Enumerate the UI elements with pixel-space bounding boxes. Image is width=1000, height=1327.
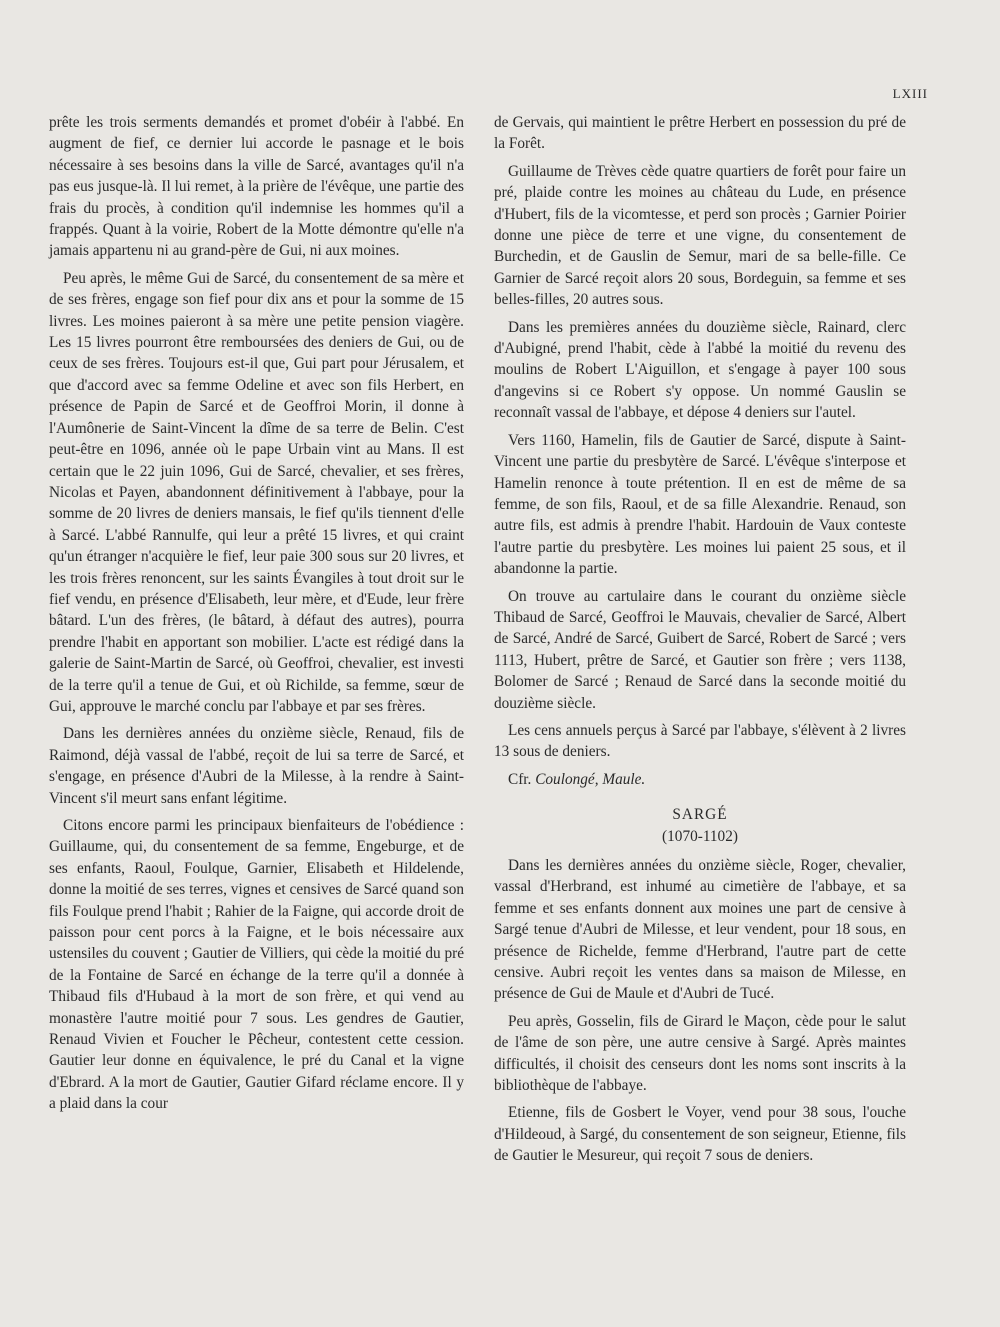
page-folio: LXIII	[892, 86, 928, 101]
paragraph: Peu après, le même Gui de Sarcé, du consentement de sa mère et de ses frères, engage son fief pour dix ans et pour la somme de 15 livres. Les moines paieront à sa mère une petite pension viagère. Les 15 livres pourront être remboursées des deniers de Gui, ou de ceux de ses frères. Toujours est-il que, Gui part pour Jérusalem, et que d'accord avec sa femme Odeline et avec son fils Herbert, en présence de Papin de Sarcé et de Geoffroi Morin, il donne à l'Aumônerie de Saint-Vincent la dîme de sa terre de Belin. C'est peut-être en 1096, année où le pape Urbain vint au Mans. Il est certain que le 22 juin 1096, Gui de Sarcé, chevalier, et ses frères, Nicolas et Payen, abandonnent définitivement à l'abbaye, pour la somme de 20 livres de deniers mansais, le fief qu'ils tiennent d'elle à Sarcé. L'abbé Rannulfe, qui leur a prêté 15 livres, et qui craint qu'un étranger n'acquière le fief, leur paie 300 sous sur 20 livres, et les trois frères renoncent, sur les saints Évangiles à tout droit sur le fief vendu, en présence d'Elisabeth, leur mère, et d'Eude, leur frère bâtard. L'un des frères, (le bâtard, à défaut des autres), pourra prendre l'habit en apportant son mobilier. L'acte est rédigé dans la galerie de Saint-Martin de Sarcé, où Geoffroi, chevalier, est investi de la terre qu'il a tenue de Gui, et où Richilde, sa femme, sœur de Gui, approuve le marché conclu par l'abbaye et par ses frères.	[49, 269, 464, 715]
paragraph: Les cens annuels perçus à Sarcé par l'abbaye, s'élèvent à 2 livres 13 sous de deniers.	[494, 721, 906, 761]
paragraph: Guillaume de Trèves cède quatre quartiers de forêt pour faire un pré, plaide contre les moines au château du Lude, en présence d'Hubert, fils de la vicomtesse, et perd son procès ; Garnier Poirier donne une pièce de terre et une vigne, du consentement de Burchedin, et de Gauslin de Semur, mari de sa belle-fille. Ce Garnier de Sarcé reçoit alors 20 sous, Bordeguin, sa femme et ses belles-filles, 20 autres sous.	[494, 162, 906, 309]
paragraph: Dans les premières années du douzième siècle, Rainard, clerc d'Aubigné, prend l'habit, cède à l'abbé la moitié du revenu des moulins de Robert L'Aiguillon, et s'engage à payer 100 sous d'angevins si ce Robert s'y oppose. Un nommé Gauslin se reconnaît vassal de l'abbaye, et dépose 4 deniers sur l'autel.	[494, 318, 906, 422]
paragraph: Dans les dernières années du onzième siècle, Renaud, fils de Raimond, déjà vassal de l'abbé, reçoit de lui sa terre de Sarcé, et s'engage, en présence d'Aubri de la Milesse, à la rendre à Saint-Vincent s'il meurt sans enfant légitime.	[49, 725, 464, 807]
section-title: SARGÉ	[672, 806, 728, 824]
paragraph: Dans les dernières années du onzième siècle, Roger, chevalier, vassal d'Herbrand, est inhumé au cimetière de l'abbaye, et sa femme et ses enfants donnent aux moines une part de censive à Sargé tenue d'Aubri de Milesse, et leur vendent, pour 18 sous, en présence de Richelde, femme d'Herbrand, l'autre part de cette censive. Aubri reçoit les ventes dans sa maison de Milesse, en présence de Gui de Maule et d'Aubri de Tucé.	[494, 857, 906, 1003]
cross-reference	[494, 769, 906, 790]
cfr-refs: Coulongé, Maule.	[535, 770, 646, 788]
paragraph: Peu après, Gosselin, fils de Girard le Maçon, cède pour le salut de l'âme de son père, une autre censive à Sargé. Après maintes difficultés, il choisit des censeurs dont les noms sont inscrits à la bibliothèque de l'abbaye.	[494, 1012, 906, 1095]
right-column	[494, 112, 906, 1173]
section-dates: (1070-1102)	[662, 827, 738, 845]
cfr-label: Cfr.	[508, 770, 532, 788]
paragraph: On trouve au cartulaire dans le courant du onzième siècle Thibaud de Sarcé, Geoffroi le Mauvais, chevalier de Sarcé, Albert de Sarcé, André de Sarcé, Guibert de Sarcé, Robert de Sarcé ; vers 1113, Hubert, prêtre de Sarcé, et Gautier son frère ; vers 1138, Bolomer de Sarcé ; Renaud de Sarcé dans la seconde moitié du douzième siècle.	[494, 587, 906, 712]
paragraph: de Gervais, qui maintient le prêtre Herbert en possession du pré de la Forêt.	[494, 114, 906, 153]
paragraph: Etienne, fils de Gosbert le Voyer, vend pour 38 sous, l'ouche d'Hildeoud, à Sargé, du consentement de son seigneur, Etienne, fils de Gautier le Mesureur, qui reçoit 7 sous de deniers.	[494, 1104, 906, 1165]
paragraph: Vers 1160, Hamelin, fils de Gautier de Sarcé, dispute à Saint-Vincent une partie du presbytère de Sarcé. L'évêque s'interpose et Hamelin renonce à toute prétention. Il en est de même de sa femme, de son fils, Raoul, et de sa fille Alexandrie. Renaud, son autre fils, est admis à prendre l'habit. Hardouin de Vaux conteste l'autre partie du presbytère. Les moines lui paient 25 sous, et il abandonne la partie.	[494, 431, 906, 578]
paragraph: Citons encore parmi les principaux bienfaiteurs de l'obédience : Guillaume, qui, du consentement de sa femme, Engeburge, et de ses enfants, Raoul, Foulque, Garnier, Elisabeth et Hildelende, donne la moitié de ses terres, vignes et censives de Sarcé quand son fils Foulque prend l'habit ; Rahier de la Faigne, qui accorde droit de paisson pour cent porcs à la Faigne, et le bois nécessaire aux ustensiles du couvent ; Gautier de Villiers, qui cède la moitié du pré de la Fontaine de Sarcé en échange de la terre qu'il a donnée à Thibaud fils d'Hubaud à la mort de son frère, et qui vend au monastère l'autre moitié pour 7 sous. Les gendres de Gautier, Renaud Vivien et Foucher le Pêcheur, contestent cette cession. Gautier leur donne en équivalence, le pré du Canal et la vigne d'Ebrard. A la mort de Gautier, Gautier Gifard réclame encore. Il y a plaid dans la cour	[49, 817, 464, 1113]
left-column	[49, 112, 464, 1121]
paragraph: prête les trois serments demandés et promet d'obéir à l'abbé. En augment de fief, ce dernier lui accorde le pasnage et le bois nécessaire à ses besoins dans la ville de Sarcé, avantages qu'il n'a pas eus jusque-là. Il lui remet, à la prière de l'évêque, une partie des frais du procès, à condition qu'il indemnise les hommes qu'il a frappés. Quant à la voirie, Robert de la Motte démontre qu'elle n'a jamais appartenu ni au grand-père de Gui, ni aux moines.	[49, 114, 464, 260]
